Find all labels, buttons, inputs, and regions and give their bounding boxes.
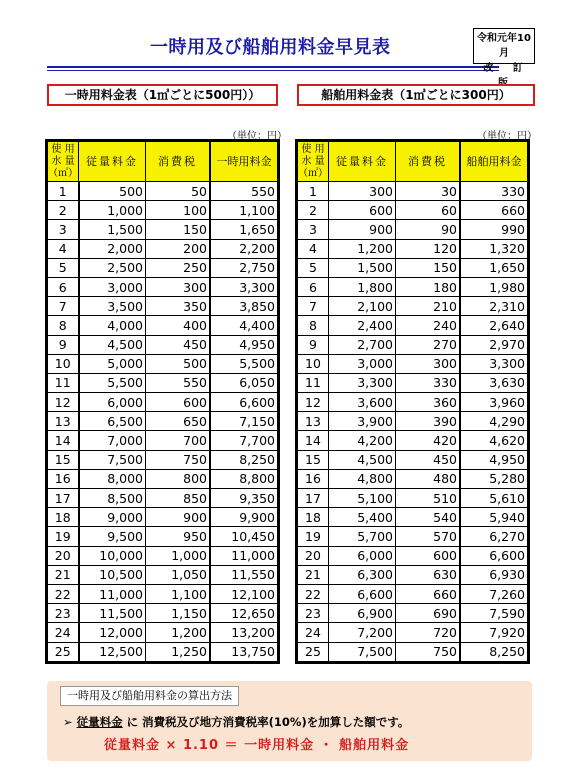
volume-cell: 10 [48,354,79,373]
table-row [48,489,278,508]
volume-cell: 19 [48,527,79,546]
volume-cell: 9 [48,335,79,354]
tax-cell: 100 [146,201,211,220]
total-fee-cell: 3,300 [460,354,528,373]
table-row [298,316,528,335]
base-fee-cell: 6,000 [329,546,396,565]
col-header-base-fee: 従量料金 [329,142,396,182]
tax-cell: 600 [396,546,461,565]
volume-cell: 18 [48,508,79,527]
calculation-method-label: 一時用及び船舶用料金の算出方法 [60,686,239,706]
volume-cell: 3 [48,220,79,239]
tax-cell: 240 [396,316,461,335]
table-row [48,623,278,642]
base-fee-cell: 6,300 [329,565,396,584]
total-fee-cell: 2,640 [460,316,528,335]
edition-badge [473,28,535,74]
base-fee-cell: 3,900 [329,412,396,431]
table-row [48,258,278,277]
table-row [48,469,278,488]
total-fee-cell: 2,750 [210,258,278,277]
volume-cell: 16 [298,469,329,488]
table-row [298,297,528,316]
volume-cell: 24 [298,623,329,642]
base-fee-cell: 2,500 [79,258,146,277]
total-fee-cell: 7,260 [460,584,528,603]
table-row [48,297,278,316]
base-fee-cell: 7,000 [79,431,146,450]
volume-cell: 8 [48,316,79,335]
total-fee-cell: 2,310 [460,297,528,316]
table-row [48,604,278,623]
table-row [48,239,278,258]
ship-fee-table-title: 船舶用料金表（1㎥ごとに300円） [297,84,535,106]
table-row [298,450,528,469]
base-fee-cell: 500 [79,182,146,201]
base-fee-cell: 6,500 [79,412,146,431]
total-fee-cell: 8,250 [460,642,528,661]
table-row [298,565,528,584]
total-fee-cell: 8,250 [210,450,278,469]
total-fee-cell: 8,800 [210,469,278,488]
total-fee-cell: 6,270 [460,527,528,546]
table-row [298,642,528,661]
tax-cell: 1,150 [146,604,211,623]
volume-cell: 5 [48,258,79,277]
tax-cell: 150 [146,220,211,239]
table-row [298,239,528,258]
total-fee-cell: 2,970 [460,335,528,354]
volume-cell: 10 [298,354,329,373]
volume-cell: 4 [48,239,79,258]
base-fee-cell: 4,000 [79,316,146,335]
volume-cell: 23 [48,604,79,623]
table-row [298,469,528,488]
tax-cell: 660 [396,584,461,603]
total-fee-cell: 660 [460,201,528,220]
tax-cell: 540 [396,508,461,527]
tax-cell: 180 [396,277,461,296]
tax-cell: 500 [146,354,211,373]
table-row [298,335,528,354]
total-fee-cell: 6,600 [210,393,278,412]
volume-cell: 6 [48,277,79,296]
table-row [48,201,278,220]
table-row [298,489,528,508]
tax-cell: 700 [146,431,211,450]
total-fee-cell: 990 [460,220,528,239]
volume-cell: 12 [298,393,329,412]
base-fee-cell: 3,600 [329,393,396,412]
total-fee-cell: 7,150 [210,412,278,431]
table-row [48,277,278,296]
volume-cell: 20 [298,546,329,565]
base-fee-cell: 3,000 [329,354,396,373]
table-row [48,393,278,412]
total-fee-cell: 4,290 [460,412,528,431]
total-fee-cell: 6,600 [460,546,528,565]
total-fee-cell: 4,620 [460,431,528,450]
tax-cell: 400 [146,316,211,335]
tax-cell: 360 [396,393,461,412]
base-fee-cell: 6,600 [329,584,396,603]
volume-cell: 9 [298,335,329,354]
base-fee-cell: 4,500 [329,450,396,469]
tax-cell: 150 [396,258,461,277]
table-row [298,546,528,565]
volume-cell: 18 [298,508,329,527]
volume-cell: 13 [48,412,79,431]
total-fee-cell: 13,200 [210,623,278,642]
calculation-method-box [47,681,532,761]
base-fee-cell: 1,800 [329,277,396,296]
table-row [48,182,278,201]
base-fee-cell: 8,500 [79,489,146,508]
total-fee-cell: 7,920 [460,623,528,642]
tax-cell: 480 [396,469,461,488]
volume-cell: 5 [298,258,329,277]
base-fee-cell: 600 [329,201,396,220]
col-header-tax: 消費税 [396,142,461,182]
tax-cell: 350 [146,297,211,316]
base-fee-cell: 5,500 [79,373,146,392]
table-row [298,373,528,392]
table-row [48,354,278,373]
base-fee-term: 従量料金 [76,715,123,729]
table-row [298,393,528,412]
total-fee-cell: 4,400 [210,316,278,335]
edition-label: 改 訂 [483,63,531,74]
volume-cell: 11 [298,373,329,392]
base-fee-cell: 1,500 [329,258,396,277]
base-fee-cell: 7,500 [79,450,146,469]
volume-cell: 22 [298,584,329,603]
temporary-fee-table [47,141,278,662]
table-row [298,604,528,623]
unit-note-right: （単位：円） [477,131,537,142]
table-row [48,527,278,546]
table-row [298,527,528,546]
volume-cell: 15 [298,450,329,469]
total-fee-cell: 6,050 [210,373,278,392]
table-row [48,508,278,527]
volume-cell: 14 [298,431,329,450]
table-row [48,412,278,431]
volume-cell: 6 [298,277,329,296]
table-row [48,450,278,469]
base-fee-cell: 10,500 [79,565,146,584]
total-fee-cell: 1,320 [460,239,528,258]
table-row [298,623,528,642]
table-row [298,182,528,201]
total-fee-cell: 4,950 [460,450,528,469]
volume-cell: 17 [298,489,329,508]
total-fee-cell: 330 [460,182,528,201]
table-row [298,277,528,296]
col-header-volume: 使 用 水 量 （㎥） [298,142,329,182]
tax-cell: 300 [396,354,461,373]
tax-cell: 1,250 [146,642,211,661]
table-row [48,373,278,392]
total-fee-cell: 13,750 [210,642,278,661]
base-fee-cell: 900 [329,220,396,239]
temporary-fee-table-title: 一時用料金表（1㎥ごとに500円）） [47,84,278,106]
tax-cell: 30 [396,182,461,201]
tax-cell: 900 [146,508,211,527]
volume-cell: 24 [48,623,79,642]
total-fee-cell: 5,280 [460,469,528,488]
base-fee-cell: 3,500 [79,297,146,316]
total-fee-cell: 11,000 [210,546,278,565]
base-fee-cell: 11,500 [79,604,146,623]
edition-date: 令和元年10月 [477,33,531,59]
volume-cell: 4 [298,239,329,258]
tax-cell: 720 [396,623,461,642]
base-fee-cell: 3,300 [329,373,396,392]
tax-cell: 50 [146,182,211,201]
table-row [48,546,278,565]
base-fee-cell: 6,000 [79,393,146,412]
table-row [298,431,528,450]
col-header-volume: 使 用 水 量 （㎥） [48,142,79,182]
total-fee-cell: 11,550 [210,565,278,584]
total-fee-cell: 5,500 [210,354,278,373]
volume-cell: 2 [48,201,79,220]
base-fee-cell: 1,000 [79,201,146,220]
volume-cell: 1 [48,182,79,201]
total-fee-cell: 2,200 [210,239,278,258]
base-fee-cell: 12,000 [79,623,146,642]
base-fee-cell: 8,000 [79,469,146,488]
volume-cell: 7 [298,297,329,316]
tax-cell: 60 [396,201,461,220]
total-fee-cell: 9,900 [210,508,278,527]
tax-cell: 550 [146,373,211,392]
volume-cell: 2 [298,201,329,220]
tax-cell: 1,100 [146,584,211,603]
volume-cell: 11 [48,373,79,392]
total-fee-cell: 7,700 [210,431,278,450]
tax-cell: 200 [146,239,211,258]
tax-cell: 450 [396,450,461,469]
tax-cell: 850 [146,489,211,508]
volume-cell: 17 [48,489,79,508]
table-row [298,412,528,431]
total-fee-cell: 1,980 [460,277,528,296]
tax-cell: 800 [146,469,211,488]
volume-cell: 19 [298,527,329,546]
table-row [48,431,278,450]
tax-cell: 690 [396,604,461,623]
volume-cell: 3 [298,220,329,239]
total-fee-cell: 7,590 [460,604,528,623]
bullet-arrow-icon: ➢ [63,715,73,729]
tax-cell: 1,050 [146,565,211,584]
base-fee-cell: 9,500 [79,527,146,546]
base-fee-cell: 2,000 [79,239,146,258]
tax-cell: 650 [146,412,211,431]
tax-cell: 630 [396,565,461,584]
base-fee-cell: 5,400 [329,508,396,527]
total-fee-cell: 6,930 [460,565,528,584]
volume-cell: 21 [48,565,79,584]
total-fee-cell: 3,960 [460,393,528,412]
tax-cell: 420 [396,431,461,450]
base-fee-cell: 10,000 [79,546,146,565]
base-fee-cell: 1,200 [329,239,396,258]
base-fee-cell: 9,000 [79,508,146,527]
tax-cell: 450 [146,335,211,354]
table-row [298,508,528,527]
total-fee-cell: 1,650 [460,258,528,277]
tax-cell: 570 [396,527,461,546]
base-fee-cell: 7,500 [329,642,396,661]
calculation-formula: 従量料金 × 1.10 ＝ 一時用料金 ・ 船舶用料金 [104,738,410,753]
tax-cell: 950 [146,527,211,546]
tax-cell: 300 [146,277,211,296]
col-header-total: 一時用料金 [210,142,278,182]
volume-cell: 15 [48,450,79,469]
total-fee-cell: 1,100 [210,201,278,220]
tax-cell: 210 [396,297,461,316]
total-fee-cell: 10,450 [210,527,278,546]
col-header-tax: 消費税 [146,142,211,182]
base-fee-cell: 11,000 [79,584,146,603]
base-fee-cell: 4,800 [329,469,396,488]
base-fee-cell: 5,100 [329,489,396,508]
table-row [48,642,278,661]
calculation-description [63,714,409,730]
total-fee-cell: 4,950 [210,335,278,354]
base-fee-cell: 2,400 [329,316,396,335]
volume-cell: 20 [48,546,79,565]
volume-cell: 8 [298,316,329,335]
description-text: に 消費税及び地方消費税率(10%)を加算した額です。 [126,715,410,729]
total-fee-cell: 5,610 [460,489,528,508]
tax-cell: 250 [146,258,211,277]
total-fee-cell: 3,850 [210,297,278,316]
volume-cell: 25 [298,642,329,661]
tax-cell: 390 [396,412,461,431]
base-fee-cell: 300 [329,182,396,201]
base-fee-cell: 2,100 [329,297,396,316]
table-row [48,584,278,603]
base-fee-cell: 6,900 [329,604,396,623]
tax-cell: 330 [396,373,461,392]
table-row [298,354,528,373]
base-fee-cell: 7,200 [329,623,396,642]
volume-cell: 23 [298,604,329,623]
volume-cell: 13 [298,412,329,431]
table-row [48,316,278,335]
tax-cell: 90 [396,220,461,239]
volume-cell: 21 [298,565,329,584]
total-fee-cell: 3,630 [460,373,528,392]
base-fee-cell: 4,500 [79,335,146,354]
tax-cell: 750 [396,642,461,661]
volume-cell: 14 [48,431,79,450]
volume-cell: 16 [48,469,79,488]
table-row [298,201,528,220]
tax-cell: 510 [396,489,461,508]
total-fee-cell: 1,650 [210,220,278,239]
tax-cell: 1,200 [146,623,211,642]
table-row [298,584,528,603]
col-header-base-fee: 従量料金 [79,142,146,182]
base-fee-cell: 12,500 [79,642,146,661]
page-title: 一時用及び船舶用料金早見表 [150,37,391,58]
title-rule [47,66,499,68]
total-fee-cell: 5,940 [460,508,528,527]
table-row [48,335,278,354]
col-header-total: 船舶用料金 [460,142,528,182]
table-row [298,220,528,239]
tax-cell: 270 [396,335,461,354]
tax-cell: 120 [396,239,461,258]
unit-note-left: （単位：円） [227,131,287,142]
total-fee-cell: 3,300 [210,277,278,296]
base-fee-cell: 4,200 [329,431,396,450]
total-fee-cell: 12,100 [210,584,278,603]
base-fee-cell: 3,000 [79,277,146,296]
ship-fee-table [297,141,528,662]
volume-cell: 12 [48,393,79,412]
base-fee-cell: 5,000 [79,354,146,373]
total-fee-cell: 9,350 [210,489,278,508]
table-row [48,565,278,584]
total-fee-cell: 550 [210,182,278,201]
title-rule-thin [47,70,499,71]
total-fee-cell: 12,650 [210,604,278,623]
tax-cell: 750 [146,450,211,469]
tax-cell: 600 [146,393,211,412]
table-row [298,258,528,277]
base-fee-cell: 5,700 [329,527,396,546]
table-row [48,220,278,239]
volume-cell: 1 [298,182,329,201]
base-fee-cell: 2,700 [329,335,396,354]
base-fee-cell: 1,500 [79,220,146,239]
tax-cell: 1,000 [146,546,211,565]
volume-cell: 25 [48,642,79,661]
volume-cell: 7 [48,297,79,316]
volume-cell: 22 [48,584,79,603]
